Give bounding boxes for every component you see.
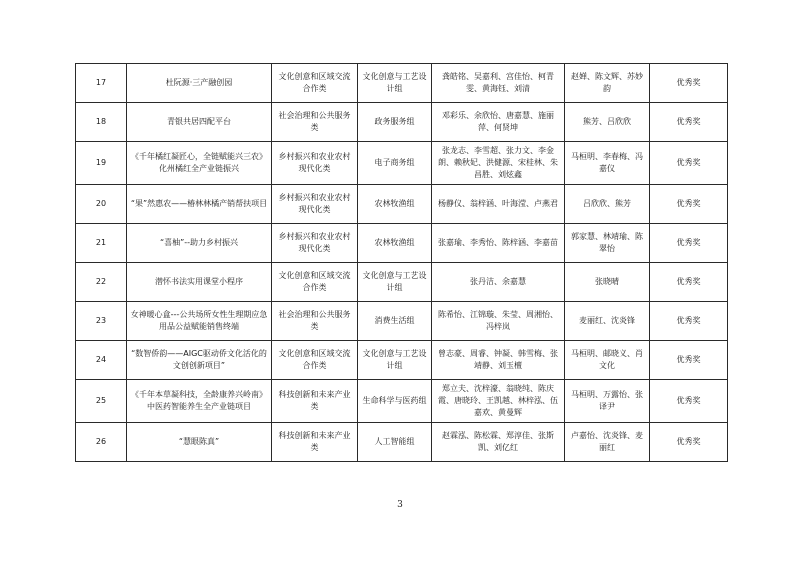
cell-award: 优秀奖 bbox=[650, 302, 728, 341]
cell-number: 23 bbox=[76, 302, 127, 341]
cell-advisors: 赵婵、陈文辉、苏妙韵 bbox=[565, 64, 650, 103]
cell-group: 政务服务组 bbox=[358, 103, 432, 142]
table-row bbox=[76, 422, 728, 461]
cell-category: 文化创意和区域交流合作类 bbox=[272, 262, 358, 301]
cell-members: 曾志豪、周睿、钟凝、韩雪梅、张靖静、刘玉檀 bbox=[432, 341, 565, 380]
cell-group: 人工智能组 bbox=[358, 422, 432, 461]
table-row bbox=[76, 142, 728, 184]
cell-members: 杨静仪、翁梓涵、叶海滢、卢燕君 bbox=[432, 184, 565, 223]
cell-number: 17 bbox=[76, 64, 127, 103]
cell-members: 龚皓铭、吴嘉利、宫佳怡、柯青雯、黄海钰、刘清 bbox=[432, 64, 565, 103]
table-row bbox=[76, 262, 728, 301]
cell-award: 优秀奖 bbox=[650, 64, 728, 103]
cell-category: 科技创新和未来产业类 bbox=[272, 380, 358, 422]
cell-award: 优秀奖 bbox=[650, 142, 728, 184]
cell-number: 19 bbox=[76, 142, 127, 184]
cell-number: 21 bbox=[76, 223, 127, 262]
cell-group: 文化创意与工艺设计组 bbox=[358, 341, 432, 380]
cell-group: 农林牧渔组 bbox=[358, 223, 432, 262]
cell-category: 乡村振兴和农业农村现代化类 bbox=[272, 184, 358, 223]
cell-award: 优秀奖 bbox=[650, 103, 728, 142]
table-row bbox=[76, 64, 728, 103]
table-row bbox=[76, 302, 728, 341]
cell-project-name: “喜柚”--助力乡村振兴 bbox=[127, 223, 272, 262]
cell-award: 优秀奖 bbox=[650, 380, 728, 422]
cell-advisors: 吕欣欣、熊芳 bbox=[565, 184, 650, 223]
cell-project-name: “慧眼陈真” bbox=[127, 422, 272, 461]
cell-advisors: 卢嘉怡、沈炎锋、麦丽红 bbox=[565, 422, 650, 461]
cell-group: 消费生活组 bbox=[358, 302, 432, 341]
cell-number: 26 bbox=[76, 422, 127, 461]
cell-category: 文化创意和区域交流合作类 bbox=[272, 64, 358, 103]
table-row bbox=[76, 341, 728, 380]
cell-members: 陈希怡、江锦璇、朱莹、周湘怡、冯梓岚 bbox=[432, 302, 565, 341]
cell-number: 22 bbox=[76, 262, 127, 301]
cell-advisors: 郭家慧、林靖瑜、陈翠怡 bbox=[565, 223, 650, 262]
table-row bbox=[76, 380, 728, 422]
table-row bbox=[76, 184, 728, 223]
cell-advisors: 熊芳、吕欣欣 bbox=[565, 103, 650, 142]
cell-award: 优秀奖 bbox=[650, 341, 728, 380]
page-number: 3 bbox=[397, 500, 403, 510]
cell-project-name: “果”然惠农——椿林林橘产销帮扶项目 bbox=[127, 184, 272, 223]
cell-category: 乡村振兴和农业农村现代化类 bbox=[272, 142, 358, 184]
cell-group: 电子商务组 bbox=[358, 142, 432, 184]
cell-members: 郑立夫、沈梓濠、翁晓纯、陈庆霞、唐晓玲、王凯越、林梓泓、伍嘉欢、黄曼辉 bbox=[432, 380, 565, 422]
cell-number: 25 bbox=[76, 380, 127, 422]
cell-category: 科技创新和未来产业类 bbox=[272, 422, 358, 461]
cell-members: 张丹洁、余嘉慧 bbox=[432, 262, 565, 301]
cell-number: 24 bbox=[76, 341, 127, 380]
cell-group: 文化创意与工艺设计组 bbox=[358, 262, 432, 301]
cell-number: 20 bbox=[76, 184, 127, 223]
cell-group: 农林牧渔组 bbox=[358, 184, 432, 223]
cell-project-name: 杜阮源·三产融创园 bbox=[127, 64, 272, 103]
cell-category: 文化创意和区域交流合作类 bbox=[272, 341, 358, 380]
cell-project-name: 《千年橘红凝匠心，全链赋能兴三农》化州橘红全产业链振兴 bbox=[127, 142, 272, 184]
cell-project-name: “数智侨韵——AIGC驱动侨文化活化的文创创新项目” bbox=[127, 341, 272, 380]
cell-project-name: 女神暖心盒---公共场所女性生理期应急用品公益赋能销售终端 bbox=[127, 302, 272, 341]
cell-members: 张嘉瑜、李秀怡、陈梓涵、李嘉苗 bbox=[432, 223, 565, 262]
cell-award: 优秀奖 bbox=[650, 262, 728, 301]
cell-number: 18 bbox=[76, 103, 127, 142]
cell-members: 赵霖泓、陈松霖、郑淳佳、张斯凯、刘亿红 bbox=[432, 422, 565, 461]
cell-category: 社会治理和公共服务类 bbox=[272, 302, 358, 341]
cell-award: 优秀奖 bbox=[650, 184, 728, 223]
cell-project-name: 《千年本草凝科技，全龄康养兴岭南》中医药智能养生全产业链项目 bbox=[127, 380, 272, 422]
cell-group: 生命科学与医药组 bbox=[358, 380, 432, 422]
cell-category: 社会治理和公共服务类 bbox=[272, 103, 358, 142]
cell-project-name: 青银共居四配平台 bbox=[127, 103, 272, 142]
cell-award: 优秀奖 bbox=[650, 223, 728, 262]
cell-advisors: 马桓明、邮晓义、肖文化 bbox=[565, 341, 650, 380]
cell-project-name: 潜怀书法实用课堂小程序 bbox=[127, 262, 272, 301]
cell-advisors: 马桓明、李春梅、冯嘉仪 bbox=[565, 142, 650, 184]
awards-table bbox=[75, 63, 728, 462]
cell-members: 邓彩乐、余欣怡、唐嘉慧、施丽萍、何贤坤 bbox=[432, 103, 565, 142]
table-row bbox=[76, 223, 728, 262]
cell-category: 乡村振兴和农业农村现代化类 bbox=[272, 223, 358, 262]
cell-award: 优秀奖 bbox=[650, 422, 728, 461]
cell-advisors: 张晓晴 bbox=[565, 262, 650, 301]
cell-members: 张龙志、李雪超、张力文、李金朗、赖秋妃、洪健源、宋桂林、朱昌胜、刘炫鑫 bbox=[432, 142, 565, 184]
cell-advisors: 马桓明、万露怡、张译尹 bbox=[565, 380, 650, 422]
table-row bbox=[76, 103, 728, 142]
cell-group: 文化创意与工艺设计组 bbox=[358, 64, 432, 103]
cell-advisors: 麦丽红、沈炎锋 bbox=[565, 302, 650, 341]
